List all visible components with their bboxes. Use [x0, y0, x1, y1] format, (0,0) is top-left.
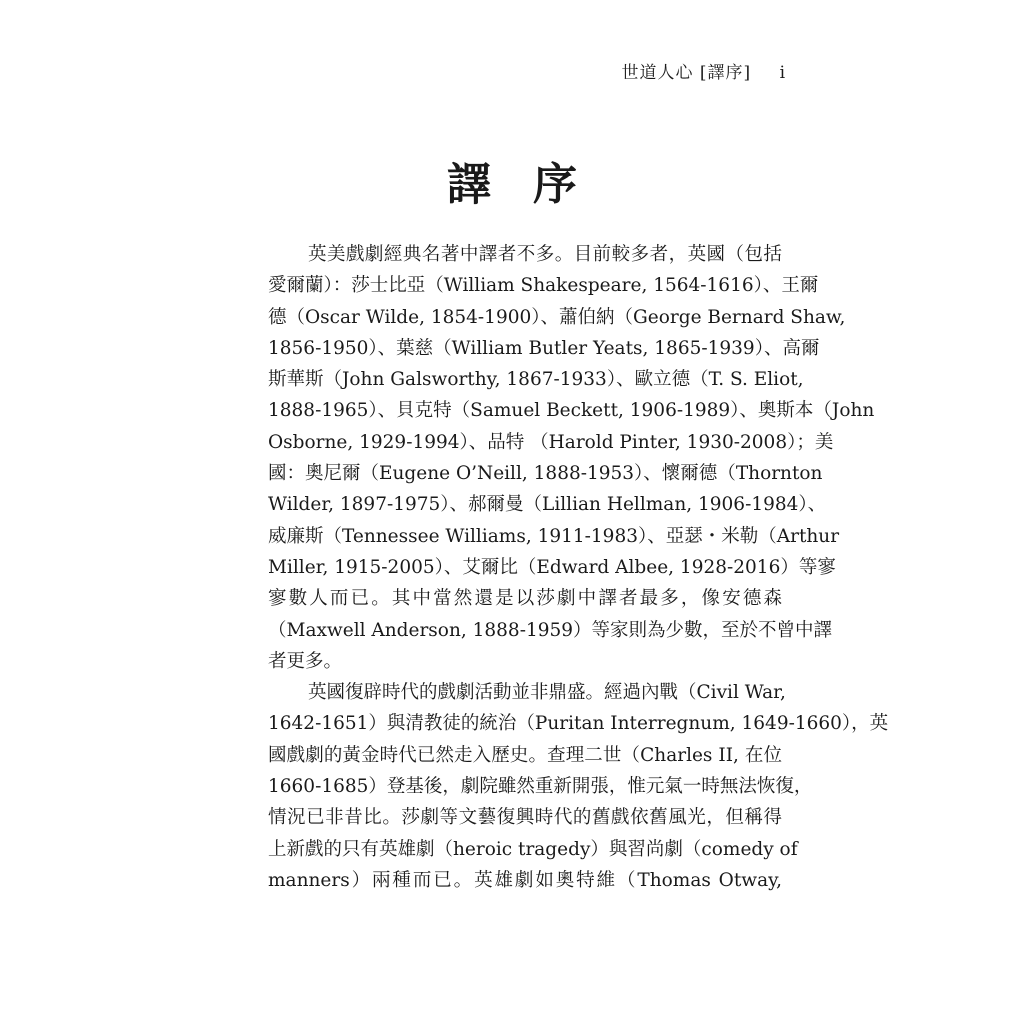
text-line: 1856-1950）、葉慈（William Butler Yeats, 1865-1939）、高爾	[268, 337, 820, 359]
body-text	[268, 239, 889, 896]
paragraph-1	[268, 239, 875, 677]
text-line: 1888-1965）、貝克特（Samuel Beckett, 1906-1989）、奧斯本（John	[268, 400, 875, 422]
text-line: Wilder, 1897-1975）、郝爾曼（Lillian Hellman, 1906-1984）、	[268, 494, 827, 516]
text-line: 威廉斯（Tennessee Williams, 1911-1983）、亞瑟・米勒（Arthur	[268, 525, 840, 547]
text-line: 1660-1685）登基後，劇院雖然重新開張，惟元氣一時無法恢復，	[268, 776, 813, 798]
chapter-title: 譯序	[447, 159, 619, 210]
text-line: 寥數人而已。其中當然還是以莎劇中譯者最多，像安德森	[268, 588, 782, 610]
text-line: manners）兩種而已。英雄劇如奧特維（Thomas Otway,	[268, 869, 782, 891]
running-title: 世道人心 [譯序]	[621, 63, 752, 83]
text-line: 國：奧尼爾（Eugene O’Neill, 1888-1953）、懷爾德（Thornton	[268, 463, 823, 485]
text-line: 德（Oscar Wilde, 1854-1900）、蕭伯納（George Bernard Shaw,	[268, 306, 846, 328]
text-line: Osborne, 1929-1994）、品特 （Harold Pinter, 1930-2008）；美	[268, 431, 834, 453]
text-line: 情況已非昔比。莎劇等文藝復興時代的舊戲依舊風光，但稱得	[268, 807, 782, 829]
text-line: 國戲劇的黃金時代已然走入歷史。查理二世（Charles II, 在位	[268, 744, 782, 766]
running-header	[621, 58, 786, 83]
text-line: 者更多。	[268, 650, 343, 672]
text-line: Miller, 1915-2005）、艾爾比（Edward Albee, 1928-2016）等寥	[268, 556, 836, 578]
text-line: 1642-1651）與清教徒的統治（Puritan Interregnum, 1649-1660），英	[268, 713, 889, 735]
page-number: i	[779, 63, 786, 83]
text-line: 英美戲劇經典名著中譯者不多。目前較多者，英國（包括	[308, 244, 782, 265]
text-line: 愛爾蘭）：莎士比亞（William Shakespeare, 1564-1616）、王爾	[268, 275, 819, 297]
text-line: 英國復辟時代的戲劇活動並非鼎盛。經過內戰（Civil War,	[308, 682, 786, 704]
text-line: （Maxwell Anderson, 1888-1959）等家則為少數，至於不曾中譯	[268, 619, 833, 641]
text-line: 上新戲的只有英雄劇（heroic tragedy）與習尚劇（comedy of	[268, 838, 798, 860]
paragraph-2	[268, 677, 889, 896]
text-line: 斯華斯（John Galsworthy, 1867-1933）、歐立德（T. S. Eliot,	[268, 369, 804, 391]
